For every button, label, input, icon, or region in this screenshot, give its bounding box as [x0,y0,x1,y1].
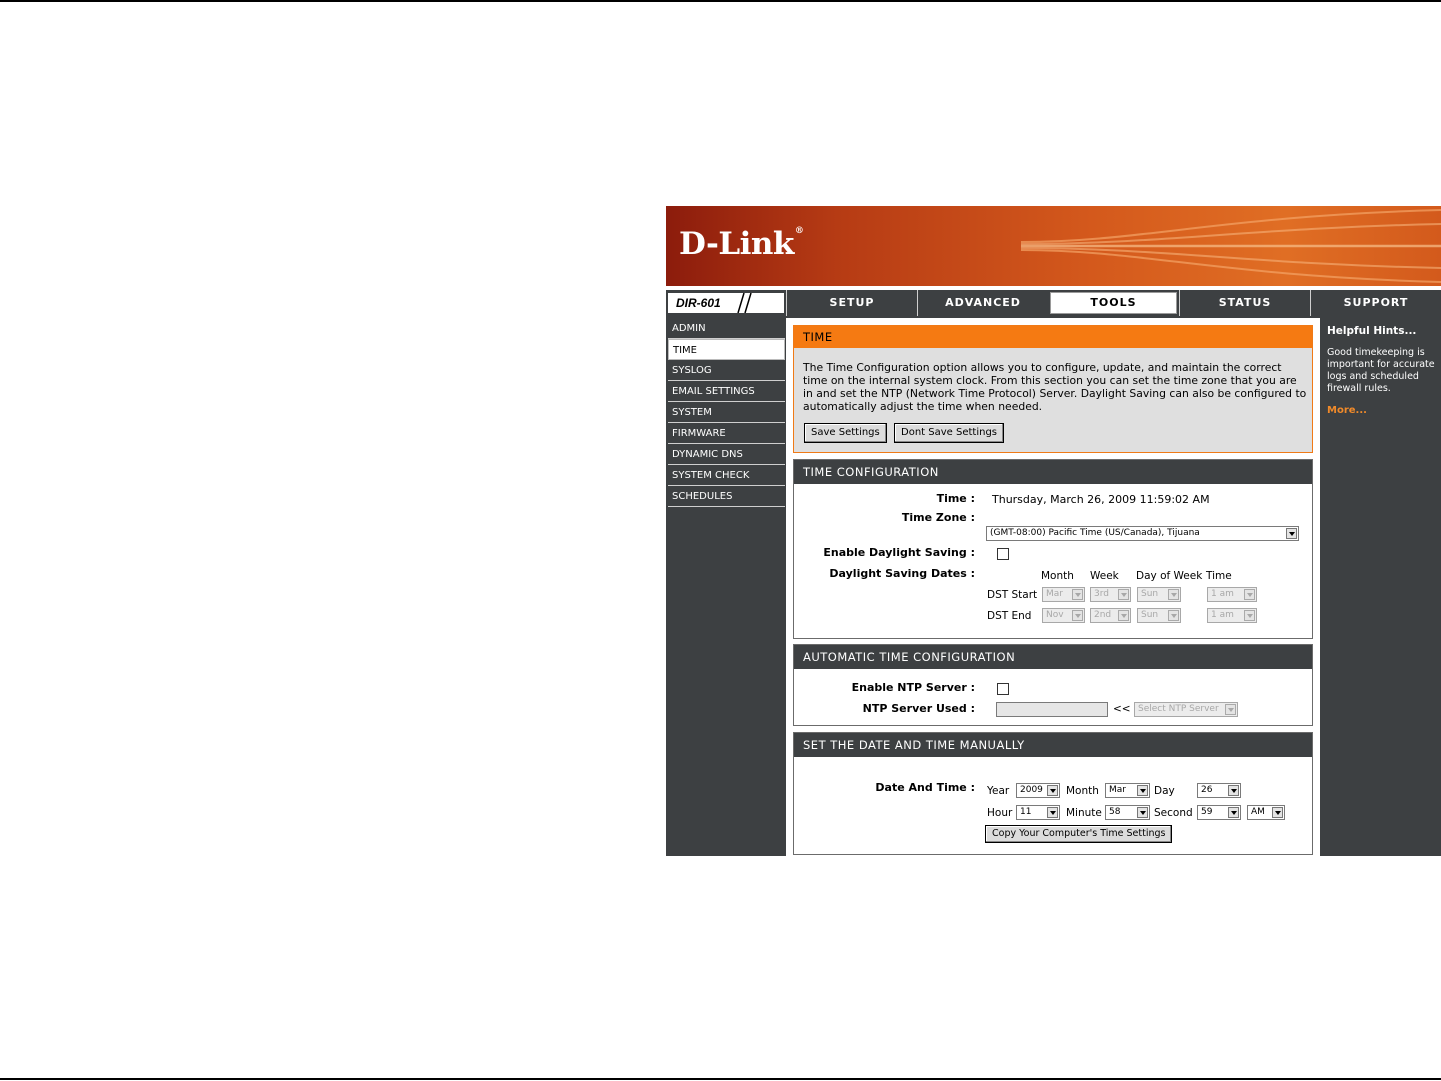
section-title-manual-datetime: SET THE DATE AND TIME MANUALLY [794,733,1312,757]
year-label: Year [987,785,1010,797]
month-select[interactable]: Mar [1105,783,1150,798]
dst-end-week-select[interactable]: 2nd [1090,608,1131,623]
month-label: Month [1066,785,1099,797]
sidebar-item-syslog[interactable]: SYSLOG [668,360,785,381]
dst-start-time-select[interactable]: 1 am [1207,587,1257,602]
dst-end-month-select[interactable]: Nov [1042,608,1085,623]
sidebar-item-time[interactable]: TIME [668,339,785,360]
time-zone-select[interactable]: (GMT-08:00) Pacific Time (US/Canada), Tijuana [986,526,1299,541]
hints-title: Helpful Hints... [1327,325,1417,337]
chevron-down-icon [1225,704,1236,715]
second-label: Second [1154,807,1193,819]
sidebar [666,318,786,507]
copy-computer-time-button[interactable]: Copy Your Computer's Time Settings [985,825,1172,843]
chevron-down-icon [1168,589,1179,600]
year-select[interactable]: 2009 [1016,783,1060,798]
daylight-saving-dates-label: Daylight Saving Dates : [829,567,975,580]
day-select[interactable]: 26 [1197,783,1241,798]
save-settings-button[interactable]: Save Settings [804,423,887,443]
sidebar-item-dynamic-dns[interactable]: DYNAMIC DNS [668,444,785,465]
chevron-down-icon [1286,528,1297,539]
tab-setup[interactable]: SETUP [786,290,917,316]
minute-label: Minute [1066,807,1102,819]
time-label: Time : [936,492,975,505]
time-zone-label: Time Zone : [901,511,975,524]
day-label: Day [1154,785,1175,797]
dst-end-label: DST End [987,610,1032,622]
minute-select[interactable]: 58 [1105,805,1150,820]
hints-text: Good timekeeping is important for accurate logs and scheduled firewall rules. [1327,347,1435,394]
enable-daylight-saving-checkbox[interactable] [997,548,1009,560]
hints-more-link[interactable]: More... [1327,405,1367,416]
col-time-header: Time [1206,570,1232,582]
dst-start-week-select[interactable]: 3rd [1090,587,1131,602]
intro-description: The Time Configuration option allows you to configure, update, and maintain the correct time on the internal system clock. From this section you can set the time zone that you are in and set the NTP (Network Time Protocol) Server. Daylight Saving can also be configured to automatically adjust the time when needed. [803,361,1307,413]
section-title-time-configuration: TIME CONFIGURATION [794,460,1312,484]
current-time-value: Thursday, March 26, 2009 11:59:02 AM [992,493,1210,506]
router-admin-page [666,206,1441,856]
chevron-down-icon [1072,589,1083,600]
tab-support[interactable]: SUPPORT [1310,290,1441,316]
sidebar-item-firmware[interactable]: FIRMWARE [668,423,785,444]
chevron-down-icon [1228,785,1239,796]
top-rule [0,0,1441,2]
chevron-down-icon [1047,807,1058,818]
second-select[interactable]: 59 [1197,805,1241,820]
tab-advanced[interactable]: ADVANCED [917,290,1048,316]
dst-start-day-select[interactable]: Sun [1137,587,1181,602]
slash-decoration-icon [730,293,784,313]
model-badge [668,293,784,313]
sidebar-item-admin[interactable]: ADMIN [668,318,785,339]
enable-daylight-saving-label: Enable Daylight Saving : [823,546,975,559]
dst-start-label: DST Start [987,589,1038,601]
section-title-automatic-time: AUTOMATIC TIME CONFIGURATION [794,645,1312,669]
col-month-header: Month [1041,570,1074,582]
time-intro-section [793,325,1313,453]
tab-tools[interactable]: TOOLS [1048,290,1179,316]
sidebar-item-system-check[interactable]: SYSTEM CHECK [668,465,785,486]
top-nav [666,290,1441,316]
helpful-hints-panel [1322,318,1441,856]
header-banner [666,206,1441,286]
chevron-down-icon [1244,610,1255,621]
ntp-server-used-label: NTP Server Used : [862,702,975,715]
chevron-down-icon [1118,610,1129,621]
chevron-down-icon [1228,807,1239,818]
ntp-arrows: << [1113,703,1131,715]
enable-ntp-checkbox[interactable] [997,683,1009,695]
model-name: DIR-601 [676,296,721,310]
chevron-down-icon [1047,785,1058,796]
chevron-down-icon [1118,589,1129,600]
sidebar-item-system[interactable]: SYSTEM [668,402,785,423]
manual-datetime-section [793,732,1313,855]
chevron-down-icon [1168,610,1179,621]
banner-lines [1021,206,1441,286]
sidebar-item-schedules[interactable]: SCHEDULES [668,486,785,507]
section-title-time: TIME [794,326,1312,348]
ampm-select[interactable]: AM [1247,805,1285,820]
dont-save-settings-button[interactable]: Dont Save Settings [894,423,1004,443]
ntp-server-select[interactable]: Select NTP Server [1134,702,1238,717]
dst-end-time-select[interactable]: 1 am [1207,608,1257,623]
tab-status[interactable]: STATUS [1179,290,1310,316]
date-and-time-label: Date And Time : [875,781,975,794]
dst-end-day-select[interactable]: Sun [1137,608,1181,623]
chevron-down-icon [1137,807,1148,818]
chevron-down-icon [1137,785,1148,796]
bottom-rule [0,1078,1441,1080]
sidebar-item-email-settings[interactable]: EMAIL SETTINGS [668,381,785,402]
col-day-of-week-header: Day of Week [1136,570,1203,582]
chevron-down-icon [1072,610,1083,621]
ntp-server-input[interactable] [996,702,1108,717]
time-configuration-section [793,459,1313,639]
main-content [786,318,1320,856]
automatic-time-section [793,644,1313,726]
enable-ntp-label: Enable NTP Server : [851,681,975,694]
col-week-header: Week [1090,570,1119,582]
dlink-logo: D-Link® [679,226,804,262]
dst-start-month-select[interactable]: Mar [1042,587,1085,602]
chevron-down-icon [1244,589,1255,600]
hour-label: Hour [987,807,1013,819]
hour-select[interactable]: 11 [1016,805,1060,820]
chevron-down-icon [1272,807,1283,818]
